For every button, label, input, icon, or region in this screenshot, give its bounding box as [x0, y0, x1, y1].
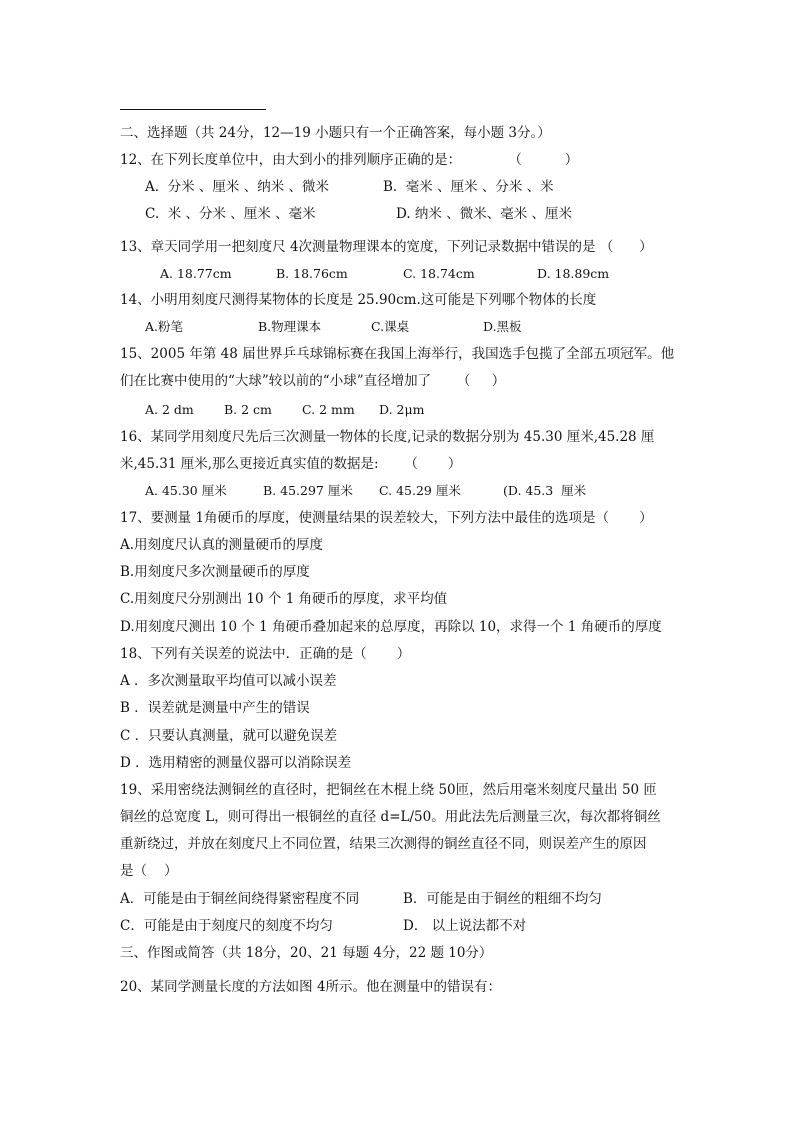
q20-stem: 20、某同学测量长度的方法如图 4所示。他在测量中的错误有：	[120, 979, 502, 995]
q14-option-c: C.课桌	[371, 319, 410, 334]
q16-line1: 16、某同学用刻度尺先后三次测量一物体的长度,记录的数据分别为 45.30 厘米,45.28 厘	[120, 429, 655, 445]
q14-option-d: D.黑板	[483, 319, 522, 334]
q18-option-c: C ．只要认真测量，就可以避免误差	[120, 728, 338, 744]
q19-line4: 是（ ）	[120, 863, 178, 879]
q19-line3: 重新绕过，并放在刻度尺上不同位置，结果三次测得的铜丝直径不同，则误差产生的原因	[120, 836, 647, 852]
q16-option-d: (D. 45.3 厘米	[503, 483, 587, 498]
q19-line2: 铜丝的总宽度 L，则可得出一根铜丝的直径 d=L/50。用此法先后测量三次，每次都将铜丝	[120, 809, 661, 825]
q19-option-c: C．可能是由于刻度尺的刻度不均匀	[120, 918, 333, 934]
q12-option-b: B. 毫米 、厘米 、分米 、米	[383, 179, 554, 195]
q19-option-a: A．可能是由于铜丝间绕得紧密程度不同	[120, 891, 360, 907]
q17-option-a: A.用刻度尺认真的测量硬币的厚度	[120, 537, 324, 553]
q18-option-a: A ．多次测量取平均值可以减小误差	[120, 673, 337, 689]
q12-option-d: D. 纳米 、微米、毫米 、厘米	[396, 206, 573, 222]
q15-option-b: B. 2 cm	[224, 402, 272, 417]
q17-option-d: D.用刻度尺测出 10 个 1 角硬币叠加起来的总厚度，再除以 10，求得一个 1 角硬币的厚度	[120, 619, 662, 635]
q15-line2: 们在比赛中使用的“大球”较以前的“小球”直径增加了 （ ）	[120, 373, 506, 389]
q14-option-b: B.物理课本	[258, 319, 322, 334]
q15-option-a: A. 2 dm	[145, 402, 194, 417]
q13-option-a: A. 18.77cm	[160, 266, 232, 281]
q12-stem: 12、在下列长度单位中，由大到小的排列顺序正确的是： （ ）	[120, 152, 579, 168]
q13-option-c: C. 18.74cm	[403, 266, 475, 281]
q18-stem: 18、下列有关误差的说法中．正确的是（ ）	[120, 646, 411, 662]
q15-option-c: C. 2 mm	[302, 402, 355, 417]
q16-option-a: A. 45.30 厘米	[145, 483, 227, 498]
q19-option-b: B．可能是由于铜丝的粗细不均匀	[403, 891, 602, 907]
q16-option-c: C. 45.29 厘米	[379, 483, 461, 498]
q13-option-d: D. 18.89cm	[537, 266, 610, 281]
q15-line1: 15、2005 年第 48 届世界乒乓球锦标赛在我国上海举行，我国选手包揽了全部五项冠军。他	[120, 346, 675, 362]
q12-option-a: A. 分米 、厘米 、纳米 、微米	[145, 179, 329, 195]
q15-option-d: D. 2μm	[379, 402, 425, 417]
q17-option-c: C.用刻度尺分别测出 10 个 1 角硬币的厚度，求平均值	[120, 591, 448, 607]
q18-option-b: B ．误差就是测量中产生的错误	[120, 700, 310, 716]
q19-line1: 19、采用密绕法测铜丝的直径时，把铜丝在木棍上绕 50匝，然后用毫米刻度尺量出 50 匝	[120, 782, 657, 798]
section3-heading: 三、作图或简答（共 18分，20、21 每题 4分，22 题 10分）	[120, 945, 493, 961]
q12-option-c: C. 米 、分米 、厘米 、毫米	[145, 206, 316, 222]
q13-option-b: B. 18.76cm	[276, 266, 348, 281]
q14-option-a: A.粉笔	[145, 319, 184, 334]
q17-option-b: B.用刻度尺多次测量硬币的厚度	[120, 564, 310, 580]
q19-option-d: D． 以上说法都不对	[403, 918, 527, 934]
q17-stem: 17、要测量 1角硬币的厚度，使测量结果的误差较大，下列方法中最佳的选项是（ ）	[120, 510, 653, 526]
q14-stem: 14、小明用刻度尺测得某物体的长度是 25.90cm.这可能是下列哪个物体的长度	[120, 292, 597, 308]
q16-line2: 米,45.31 厘米,那么更接近真实值的数据是: （ ）	[120, 456, 462, 472]
header-rule	[120, 109, 266, 110]
q18-option-d: D ．选用精密的测量仪器可以消除误差	[120, 755, 352, 771]
q13-stem: 13、章天同学用一把刻度尺 4次测量物理课本的宽度，下列记录数据中错误的是 （ ）	[120, 239, 653, 255]
section2-heading: 二、选择题（共 24分，12—19 小题只有一个正确答案，每小题 3分。）	[120, 125, 551, 141]
q16-option-b: B. 45.297 厘米	[263, 483, 353, 498]
